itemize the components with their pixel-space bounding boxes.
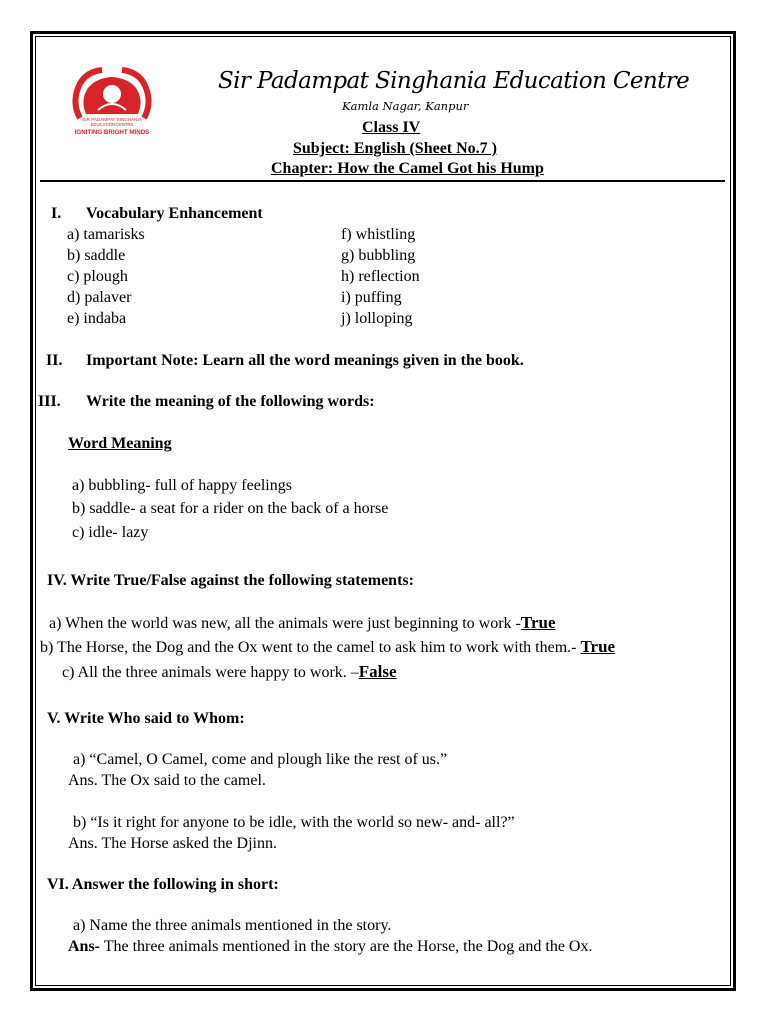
quote-item: a) “Camel, O Camel, come and plough like the rest of us.” [73,751,448,768]
logo-tagline: IGNITING BRIGHT MINDS [74,129,150,136]
short-answer [68,938,592,956]
quote-item: b) “Is it right for anyone to be idle, with the world so new- and- all?” [73,814,515,831]
statement-answer: True [520,613,556,632]
school-name: Sir Padampat Singhania Education Centre [218,68,690,94]
vocab-item: f) whistling [341,226,416,243]
logo-line2: EDUCATION CENTRE [90,122,134,127]
section-3-title: Write the meaning of the following words: [86,393,375,410]
statement-text: b) The Horse, the Dog and the Ox went to the camel to ask him to work with them.- [40,639,581,656]
section-4-title: IV. Write True/False against the following statements: [47,572,414,589]
statement-answer: False [358,662,397,681]
section-6-title: VI. Answer the following in short: [47,876,279,893]
meaning-item: c) idle- lazy [72,524,149,541]
subject-heading: Subject: English (Sheet No.7 ) [293,140,498,157]
vocab-item: e) indaba [67,310,127,327]
vocab-item: b) saddle [67,247,126,264]
vocab-item: j) lolloping [341,310,413,327]
section-1-title: Vocabulary Enhancement [86,205,263,222]
true-false-item [49,613,556,633]
statement-text: a) When the world was new, all the animals were just beginning to work - [49,615,521,632]
school-logo [62,64,162,136]
school-address: Kamla Nagar, Kanpur [342,99,469,113]
vocab-item: i) puffing [341,289,402,306]
answer-label: Ans- [68,938,101,955]
section-3-number: III. [38,393,61,410]
vocab-item: h) reflection [341,268,420,285]
chapter-heading: Chapter: How the Camel Got his Hump [271,160,544,177]
quote-answer: Ans. The Ox said to the camel. [68,772,266,789]
header-divider [40,180,725,182]
vocab-item: a) tamarisks [67,226,145,243]
word-meaning-subheading: Word Meaning [68,435,172,452]
section-2-note: Important Note: Learn all the word meanings given in the book. [86,352,524,369]
vocab-item: g) bubbling [341,247,416,264]
statement-answer: True [580,637,616,656]
meaning-item: b) saddle- a seat for a rider on the back of a horse [72,500,389,517]
class-heading: Class IV [362,119,421,136]
true-false-item [40,637,615,657]
statement-text: c) All the three animals were happy to work. – [62,664,359,681]
answer-text: The three animals mentioned in the story are the Horse, the Dog and the Ox. [100,938,593,955]
vocab-item: d) palaver [67,289,132,306]
section-5-title: V. Write Who said to Whom: [47,710,245,727]
logo-sun [103,85,121,103]
meaning-item: a) bubbling- full of happy feelings [72,477,292,494]
section-1-number: I. [51,205,62,222]
quote-answer: Ans. The Horse asked the Djinn. [68,835,277,852]
short-question: a) Name the three animals mentioned in the story. [73,917,392,934]
vocab-item: c) plough [67,268,128,285]
true-false-item [62,662,397,682]
section-2-number: II. [46,352,63,369]
logo-line1: SIR PADAMPAT SINGHANIA [82,117,142,122]
